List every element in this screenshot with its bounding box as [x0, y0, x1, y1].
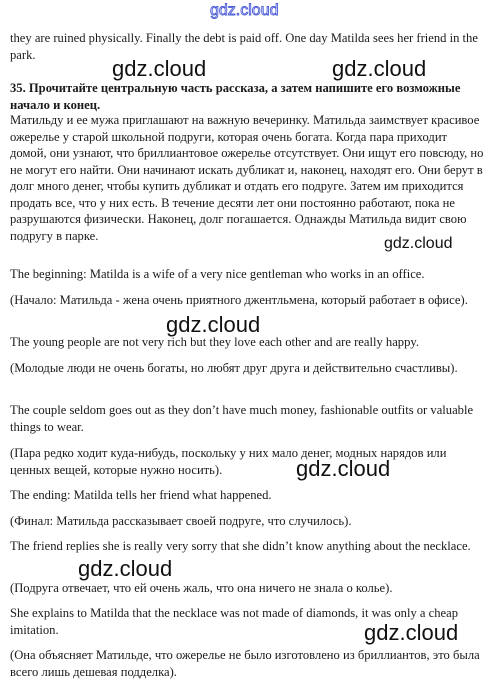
watermark-3: gdz.cloud — [384, 235, 453, 252]
watermark-5: gdz.cloud — [296, 456, 391, 481]
watermark-1: gdz.cloud — [112, 56, 207, 81]
couple-ru: (Пара редко ходит куда-нибудь, поскольку у них мало денег, модных нарядов или ценных вещей, которые нужно носить). — [10, 446, 447, 477]
explains-en: She explains to Matilda that the necklace was not made of diamonds, it was only a cheap imitation. — [10, 606, 459, 637]
watermark-2: gdz.cloud — [332, 56, 427, 81]
ending-ru: (Финал: Матильда рассказывает своей подруге, что случилось). — [10, 514, 352, 528]
young-ru: (Молодые люди не очень богаты, но любят друг друга и действительно счастливы). — [10, 361, 458, 375]
watermark-4: gdz.cloud — [166, 312, 261, 337]
beginning-ru: (Начало: Матильда - жена очень приятного джентльмена, который работает в офисе). — [10, 293, 468, 307]
young-en: The young people are not very rich but they love each other and are really happy. — [10, 335, 420, 349]
explains-ru: (Она объясняет Матильде, что ожерелье не было изготовлено из бриллиантов, это была всего лишь дешевая подделка). — [10, 648, 480, 679]
russian-text: Матильду и ее мужа приглашают на важную вечеринку. Матильда заимствует красивое ожерелье у старой школьной подруги, которая очень богата. Когда пара приходит домой, они узнают, что бриллиантовое ожерелье отсутствует. Они ищут его повсюду, но не могут его найти. Они начинают искать дубликат и, наконец, находят его. Они берут в долг много денег, чтобы купить дубликат и отдать его подруге. Затем им приходится продать все, что у них есть. В течение десяти лет они постоянно работают, пока не разрушаются физически. Наконец, долг погашается. Однажды Матильда видит свою подругу в парке. — [10, 113, 484, 243]
watermark-6: gdz.cloud — [78, 556, 173, 581]
task-heading: 35. Прочитайте центральную часть рассказа, а затем напишите его возможные начало и конец. — [10, 81, 461, 112]
intro-paragraph: they are ruined physically. Finally the debt is paid off. One day Matilda sees her friend in the park. — [10, 31, 478, 62]
couple-en: The couple seldom goes out as they don’t have much money, fashionable outfits or valuable things to wear. — [10, 403, 474, 434]
friend-ru: (Подруга отвечает, что ей очень жаль, что она ничего не знала о колье). — [10, 581, 393, 595]
watermark-7: gdz.cloud — [364, 620, 459, 645]
ending-en: The ending: Matilda tells her friend what happened. — [10, 488, 272, 502]
friend-en: The friend replies she is really very sorry that she didn’t know anything about the necklace. — [10, 539, 471, 553]
beginning-en: The beginning: Matilda is a wife of a very nice gentleman who works in an office. — [10, 267, 425, 281]
watermark-top: gdz.cloud — [210, 2, 279, 19]
